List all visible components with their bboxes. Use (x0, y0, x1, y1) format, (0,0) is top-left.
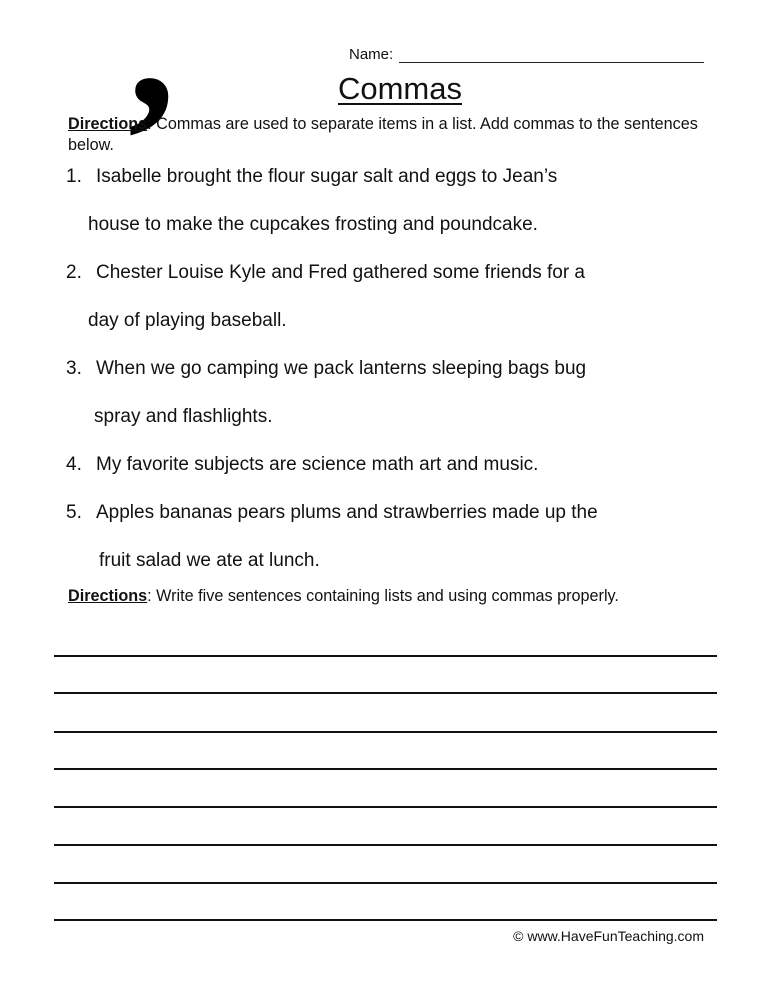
writing-line[interactable] (54, 919, 717, 921)
question-text: My favorite subjects are science math art and music. (96, 454, 539, 475)
copyright-footer: © www.HaveFunTeaching.com (513, 928, 704, 944)
question-text: Apples bananas pears plums and strawberries made up the (96, 502, 598, 523)
question-number: 1. (66, 166, 82, 187)
directions-label: Directions (68, 115, 148, 133)
question-5 (66, 501, 598, 525)
question-text: When we go camping we pack lanterns sleeping bags bug (96, 358, 587, 379)
writing-line[interactable] (54, 655, 717, 657)
question-1 (66, 165, 557, 189)
question-5-continuation: fruit salad we ate at lunch. (99, 550, 320, 571)
name-label: Name: (349, 46, 394, 63)
question-number: 2. (66, 262, 82, 283)
question-1-continuation: house to make the cupcakes frosting and poundcake. (88, 214, 538, 235)
writing-line[interactable] (54, 806, 717, 808)
question-number: 5. (66, 502, 82, 523)
writing-line[interactable] (54, 692, 717, 694)
directions-label: Directions (68, 587, 148, 605)
question-3-continuation: spray and flashlights. (94, 406, 273, 427)
writing-line[interactable] (54, 844, 717, 846)
comma-illustration: , (128, 0, 176, 148)
question-text: Chester Louise Kyle and Fred gathered some friends for a (96, 262, 585, 283)
directions-text: : Write five sentences containing lists and using commas properly. (147, 587, 619, 605)
question-2-continuation: day of playing baseball. (88, 310, 287, 331)
name-row (349, 46, 704, 63)
directions-section-1 (68, 114, 708, 156)
page-title: Commas (337, 71, 462, 106)
directions-section-2 (68, 586, 708, 607)
writing-line[interactable] (54, 768, 717, 770)
question-text: Isabelle brought the flour sugar salt and eggs to Jean’s (96, 166, 558, 187)
question-4 (66, 453, 538, 477)
writing-line[interactable] (54, 731, 717, 733)
question-number: 4. (66, 454, 82, 475)
question-number: 3. (66, 358, 82, 379)
directions-text: : Commas are used to separate items in a list. Add commas to the sentences below. (68, 115, 698, 154)
question-2 (66, 261, 585, 285)
writing-line[interactable] (54, 882, 717, 884)
name-field[interactable] (399, 48, 704, 63)
question-3 (66, 357, 586, 381)
